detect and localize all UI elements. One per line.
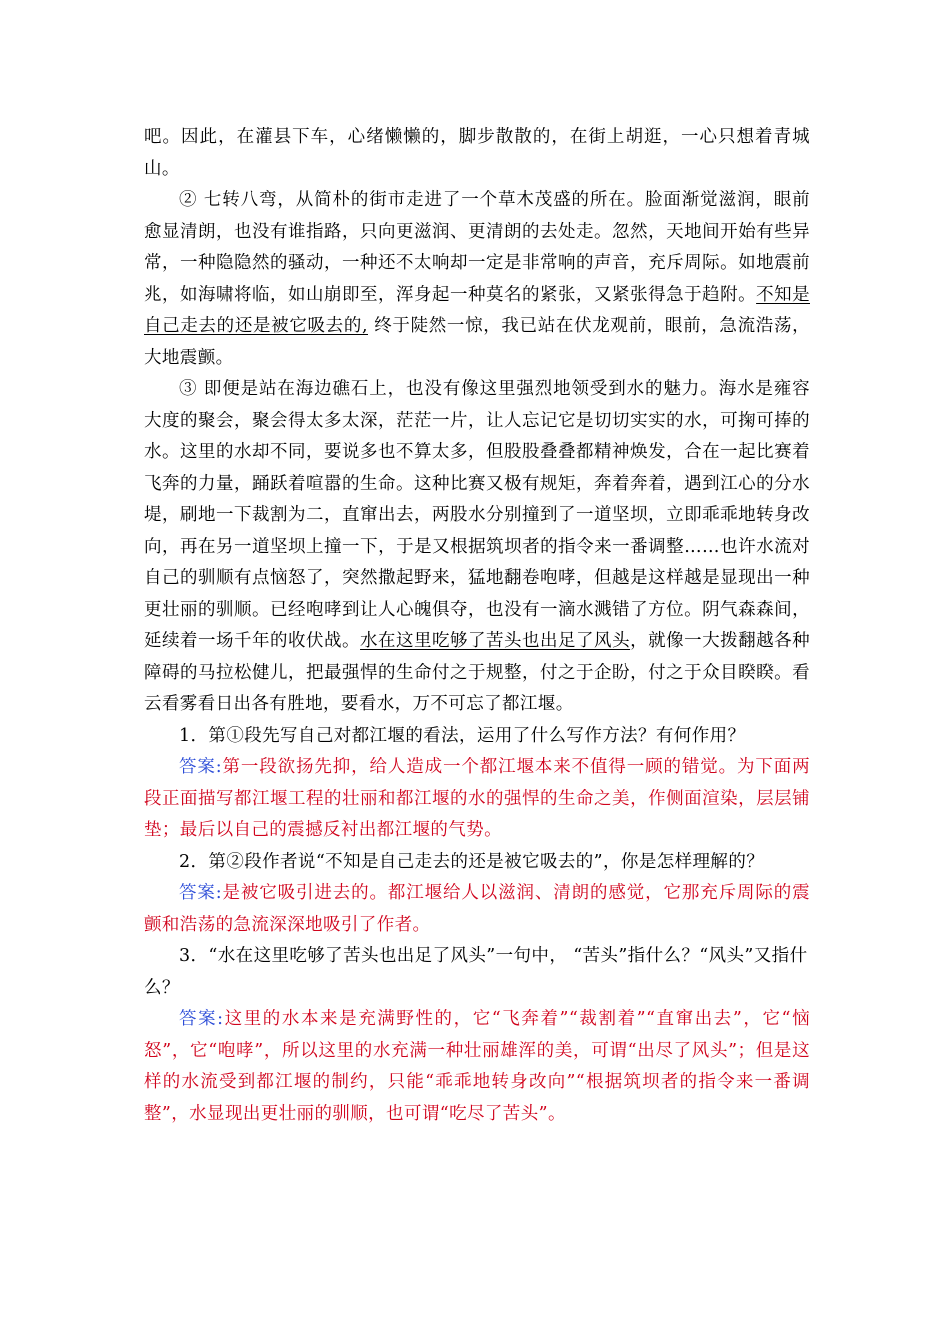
document-page	[144, 122, 810, 1130]
paragraph-2-text-b: 终于陡然一惊，我已站在伏龙观前，眼前，急流浩荡，大地震颤。	[144, 316, 811, 368]
paragraph-3-text-b: ，就像一大拨翻越各种障碍的马拉松健儿，把最强悍的生命付之于规整，付之于企盼，付之于众目睽睽。看云看雾看日出各有胜地，要看水，万不可忘了都江堰。	[144, 631, 810, 714]
answer-3	[144, 1004, 810, 1130]
paragraph-3	[144, 374, 810, 721]
answer-1-label: 答案:	[179, 757, 223, 777]
answer-2-text: 是被它吸引进去的。都江堰给人以滋润、清朗的感觉，它那充斥周际的震颤和浩荡的急流深深地吸引了作者。	[144, 883, 810, 935]
question-1: 1．第①段先写自己对都江堰的看法，运用了什么写作方法？有何作用？	[179, 725, 746, 746]
answer-3-label: 答案:	[179, 1009, 224, 1029]
paragraph-3-underlined-sentence: 水在这里吃够了苦头也出足了风头	[360, 631, 631, 651]
paragraph-1-tail: 吧。因此，在灌县下车，心绪懒懒的，脚步散散的，在街上胡逛，一心只想着青城山。	[144, 127, 810, 179]
paragraph-2	[144, 185, 810, 374]
paragraph-2-text-a: ② 七转八弯，从简朴的街市走进了一个草木茂盛的所在。脸面渐觉滋润，眼前愈显清朗，也没有谁指路，只向更滋润、更清朗的去处走。忽然，天地间开始有些异常，一种隐隐然的骚动，一种还不太响却一定是非常响的声音，充斥周际。如地震前兆，如海啸将临，如山崩即至，浑身起一种莫名的紧张，又紧张得急于趋附。	[144, 190, 810, 305]
paragraph-3-text-a: ③ 即便是站在海边礁石上，也没有像这里强烈地领受到水的魅力。海水是雍容大度的聚会，聚会得太多太深，茫茫一片，让人忘记它是切切实实的水，可掬可捧的水。这里的水却不同，要说多也不算太多，但股股叠叠都精神焕发，合在一起比赛着飞奔的力量，踊跃着喧嚣的生命。这种比赛又极有规矩，奔着奔着，遇到江心的分水堤，刷地一下裁割为二，直窜出去，两股水分别撞到了一道坚坝，立即乖乖地转身改向，再在另一道坚坝上撞一下，于是又根据筑坝者的指令来一番调整……也许水流对自己的驯顺有点恼怒了，突然撒起野来，猛地翻卷咆哮，但越是这样越是显现出一种更壮丽的驯顺。已经咆哮到让人心魄俱夺，也没有一滴水溅错了方位。阴气森森间，延续着一场千年的收伏战。	[144, 379, 810, 651]
answer-1-text: 第一段欲扬先抑，给人造成一个都江堰本来不值得一顾的错觉。为下面两段正面描写都江堰工程的壮丽和都江堰的水的强悍的生命之美，作侧面渲染，层层铺垫；最后以自己的震撼反衬出都江堰的气势。	[144, 757, 810, 840]
paragraph-2-underlined-sentence: 不知是自己走去的还是被它吸去的,	[144, 284, 810, 336]
answer-1	[144, 752, 810, 847]
question-2: 2．第②段作者说“不知是自己走去的还是被它吸去的”，你是怎样理解的？	[179, 851, 765, 872]
answer-2-label: 答案:	[179, 883, 223, 903]
question-3: 3．“水在这里吃够了苦头也出足了风头”一句中， “苦头”指什么？“风头”又指什么？	[144, 946, 808, 998]
answer-2	[144, 878, 810, 941]
answer-3-text: 这里的水本来是充满野性的，它“飞奔着”“裁割着”“直窜出去”，它“恼怒”，它“咆哮”，所以这里的水充满一种壮丽雄浑的美，可谓“出尽了风头”；但是这样的水流受到都江堰的制约，只能“乖乖地转身改向”“根据筑坝者的指令来一番调整”，水显现出更壮丽的驯顺，也可谓“吃尽了苦头”。	[144, 1009, 810, 1124]
